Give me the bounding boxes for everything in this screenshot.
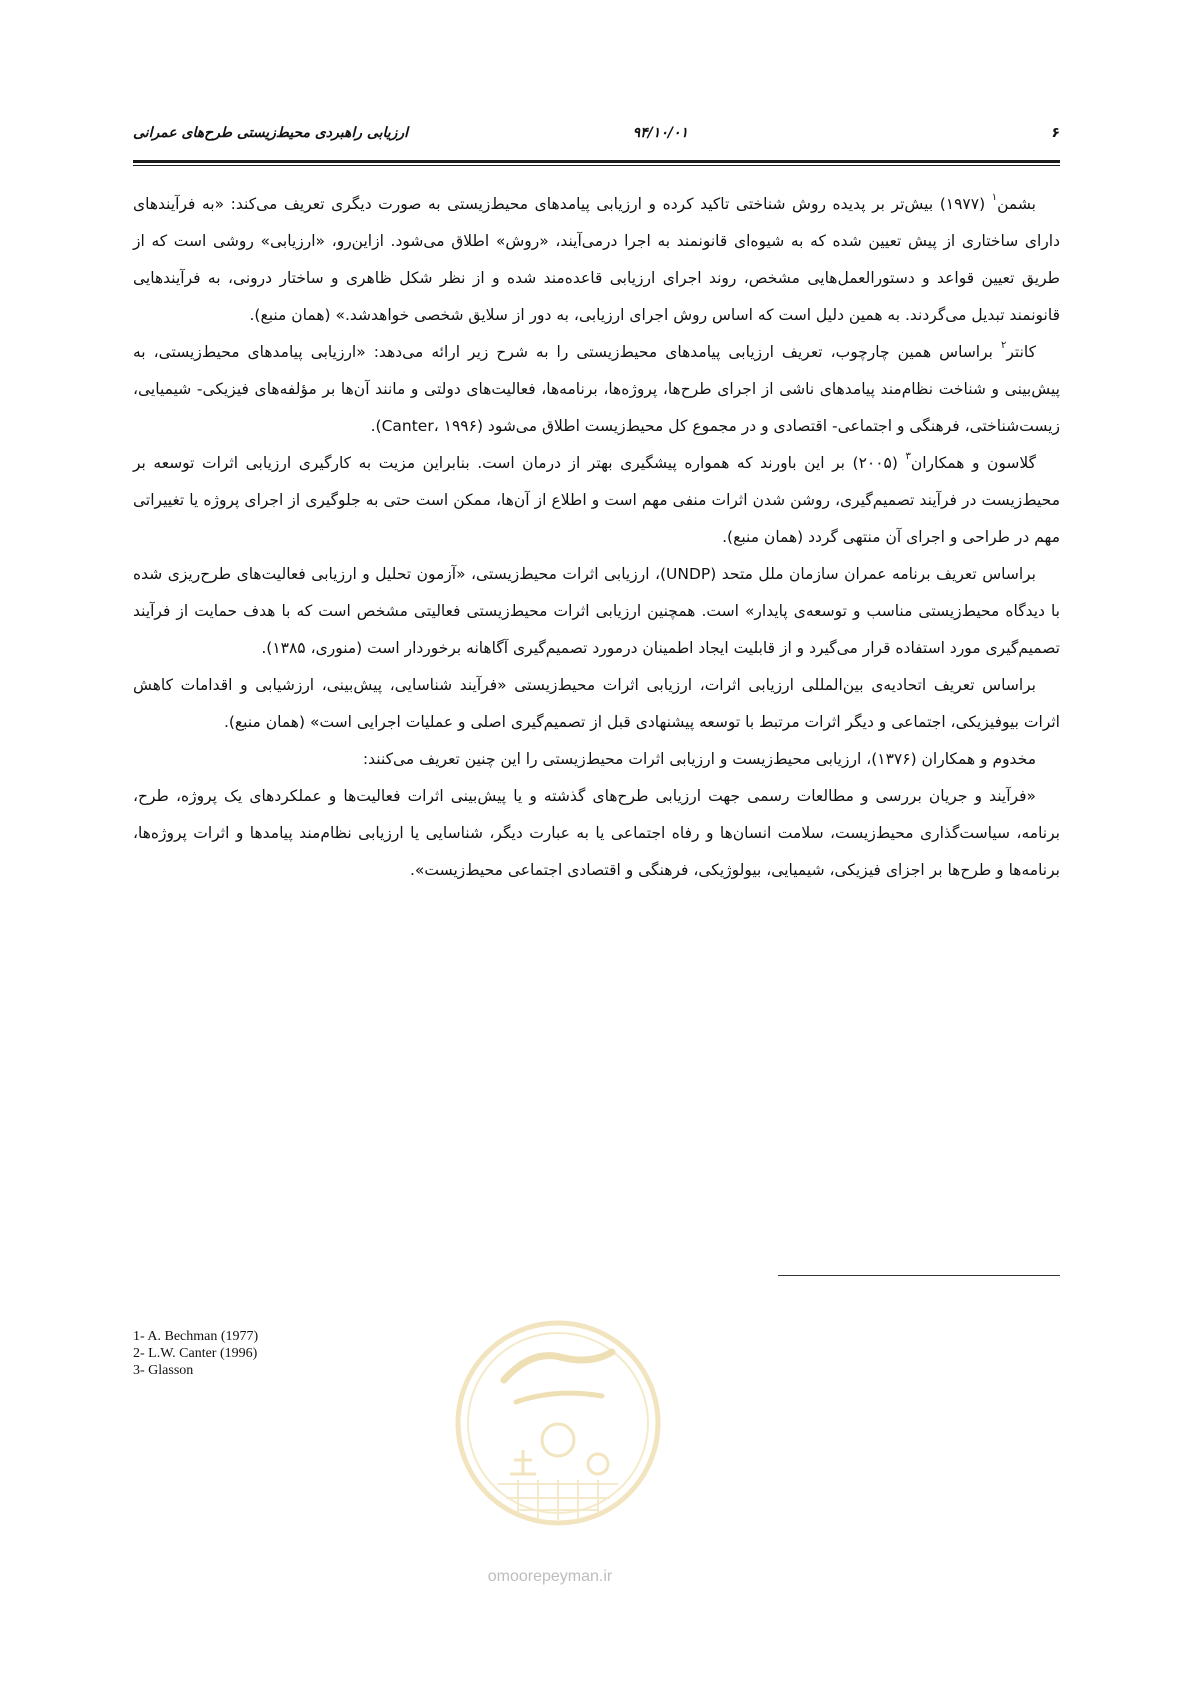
paragraph-text: مخدوم و همکاران (۱۳۷۶)، ارزیابی محیط‌زیست و ارزیابی اثرات محیط‌زیستی را این چنین تعریف می‌کنند: bbox=[362, 750, 1036, 768]
paragraph-text: (۲۰۰۵) بر این باورند که همواره پیشگیری بهتر از درمان است. بنابراین مزیت به کارگیری ارزیابی اثرات توسعه بر محیط‌زیست در فرآیند تصمیم‌گیری، روشن شدن اثرات منفی مهم است و اطلاع از آن‌ها، ممکن است حتی به جلوگیری از اجرای پروژه یا تغییراتی مهم در طراحی و اجرای آن منتهی گردد (همان منبع). bbox=[133, 454, 1060, 546]
footnote: 2- L.W. Canter (1996) bbox=[133, 1346, 258, 1361]
paragraph bbox=[133, 445, 1060, 556]
paragraph-text: براساس تعریف برنامه عمران سازمان ملل متحد (UNDP)، ارزیابی اثرات محیط‌زیستی، «آزمون تحلیل و ارزیابی فعالیت‌های طرح‌ریزی شده با دیدگاه محیط‌زیستی مناسب و توسعه‌ی پایدار» است. همچنین ارزیابی اثرات محیط‌زیستی فعالیتی مشخص است که با هدف حمایت از فرآیند تصمیم‌گیری مورد استفاده قرار می‌گیرد و از قابلیت ایجاد اطمینان درمورد تصمیم‌گیری آگاهانه برخوردار است (منوری، ۱۳۸۵). bbox=[133, 565, 1060, 657]
paragraph-text: براساس همین چارچوب، تعریف ارزیابی پیامدهای محیط‌زیستی را به شرح زیر ارائه می‌دهد: «ارزیابی پیامدهای محیط‌زیستی، به پیش‌بینی و شناخت نظام‌مند پیامدهای ناشی از اجرای طرح‌ها، پروژه‌ها، برنامه‌ها، فعالیت‌های دولتی و مانند آن‌ها بر مؤلفه‌های فیزیکی- شیمیایی، زیست‌شناختی، فرهنگی و اجتماعی- اقتصادی و در مجموع کل محیط‌زیست اطلاق می‌شود (Canter، ۱۹۹۶). bbox=[133, 343, 1060, 435]
footnote-ref: ۳ bbox=[905, 451, 911, 462]
page-header bbox=[133, 125, 1060, 149]
paragraph-text: بشمن bbox=[997, 195, 1036, 213]
paragraph-text: کانتر bbox=[1006, 343, 1036, 361]
paragraph bbox=[133, 741, 1060, 778]
footnote: 1- A. Bechman (1977) bbox=[133, 1329, 259, 1344]
paragraph bbox=[133, 556, 1060, 667]
page-number: ۶ bbox=[1051, 125, 1060, 141]
header-date: ۹۴/۱۰/۰۱ bbox=[632, 125, 688, 141]
footnotes bbox=[133, 1328, 433, 1379]
paragraph bbox=[133, 778, 1060, 889]
paragraph-text: براساس تعریف اتحادیه‌ی بین‌المللی ارزیابی اثرات، ارزیابی اثرات محیط‌زیستی «فرآیند شناسایی، پیش‌بینی، ارزشیابی و اقدامات کاهش اثرات بیوفیزیکی، اجتماعی و دیگر اثرات مرتبط با توسعه پیشنهادی قبل از تصمیم‌گیری اصلی و عملیات اجرایی است» (همان منبع). bbox=[133, 676, 1060, 731]
header-rule-thick bbox=[133, 160, 1060, 163]
paragraph-text: گلاسون و همکاران bbox=[910, 454, 1036, 472]
footnote-separator bbox=[778, 1275, 1060, 1276]
header-rule-thin bbox=[133, 165, 1060, 166]
running-title: ارزیابی راهبردی محیط‌زیستی طرح‌های عمرانی bbox=[133, 125, 409, 141]
paragraph bbox=[133, 667, 1060, 741]
paragraph bbox=[133, 334, 1060, 445]
watermark-site: omoorepeyman.ir bbox=[487, 1568, 613, 1585]
seal-logo-icon bbox=[452, 1298, 664, 1548]
footnote-ref: ۲ bbox=[1000, 340, 1007, 351]
paragraph bbox=[133, 186, 1060, 334]
body-text bbox=[133, 186, 1060, 889]
footnote-ref: ۱ bbox=[991, 192, 998, 203]
footnote: 3- Glasson bbox=[133, 1363, 194, 1378]
paragraph-text: «فرآیند و جریان بررسی و مطالعات رسمی جهت ارزیابی طرح‌های گذشته و یا پیش‌بینی اثرات فعالیت‌ها و عملکردهای یک پروژه، طرح، برنامه، سیاست‌گذاری محیط‌زیست، سلامت انسان‌ها و رفاه اجتماعی یا به عبارت دیگر، شناسایی یا ارزیابی نظام‌مند پیامدها و اثرات پروژه‌ها، برنامه‌ها و طرح‌ها بر اجزای فیزیکی، شیمیایی، بیولوژیکی، فرهنگی و اقتصادی اجتماعی محیط‌زیست». bbox=[133, 787, 1060, 879]
paragraph-text: (۱۹۷۷) بیش‌تر بر پدیده روش شناختی تاکید کرده و ارزیابی پیامدهای محیط‌زیستی به صورت دیگری تعریف می‌کند: «به فرآیندهای دارای ساختاری از پیش تعیین شده که به شیوه‌ای قانونمند به اجرا درمی‌آیند، «روش» اطلاق می‌شود. ازاین‌رو، «ارزیابی» روشی است که از طریق تعیین قواعد و دستورالعمل‌هایی مشخص، روند اجرای ارزیابی قاعده‌مند شده و از نظر شکل ظاهری و ساختار درونی، به فرآیندهایی قانونمند تبدیل می‌گردند. به همین دلیل است که اساس روش اجرای ارزیابی، به دور از سلایق شخصی خواهدشد.» (همان منبع). bbox=[133, 195, 1060, 324]
